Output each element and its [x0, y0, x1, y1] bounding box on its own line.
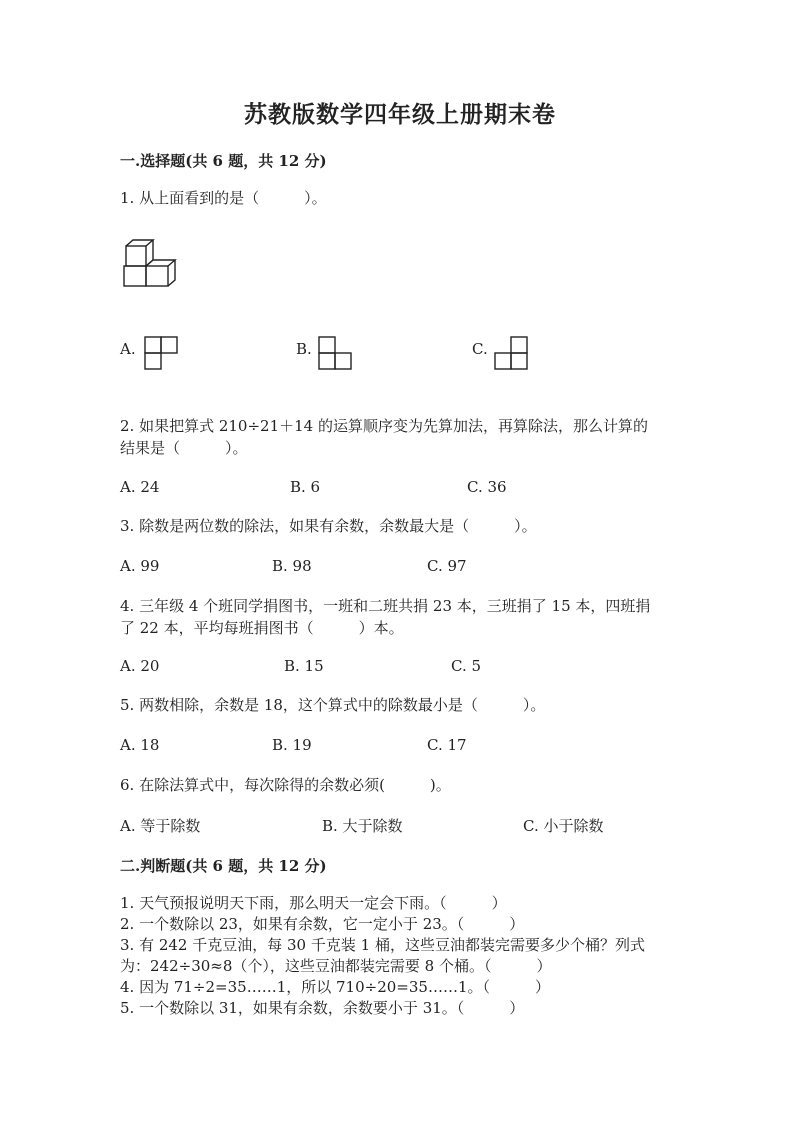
q3-option-c: C. 97	[427, 557, 467, 575]
q5-option-c: C. 17	[427, 736, 467, 754]
top-view-option-b-figure	[318, 336, 352, 370]
q1-option-c-label: C.	[472, 340, 488, 358]
question-1: 1. 从上面看到的是（ ）。	[120, 189, 327, 207]
q6-option-b: B. 大于除数	[322, 817, 403, 835]
q3-option-b: B. 98	[272, 557, 312, 575]
q1-option-a-label: A.	[120, 340, 136, 358]
true-false-item-4: 4. 因为 71÷2=35……1，所以 710÷20=35……1。（ ）	[120, 978, 550, 996]
question-3: 3. 除数是两位数的除法，如果有余数，余数最大是（ ）。	[120, 517, 537, 535]
q6-option-a: A. 等于除数	[120, 817, 201, 835]
true-false-item-2: 2. 一个数除以 23，如果有余数，它一定小于 23。（ ）	[120, 915, 525, 933]
true-false-item-5: 5. 一个数除以 31，如果有余数，余数要小于 31。（ ）	[120, 999, 525, 1017]
question-2-line-1: 2. 如果把算式 210÷21＋14 的运算顺序变为先算加法，再算除法，那么计算的	[120, 417, 648, 435]
q5-option-b: B. 19	[272, 736, 312, 754]
q1-option-b-label: B.	[296, 340, 312, 358]
question-2-line-2: 结果是（ ）。	[120, 439, 248, 457]
page-title: 苏教版数学四年级上册期末卷	[244, 101, 556, 128]
section-heading-choice: 一.选择题(共 6 题，共 12 分)	[120, 152, 327, 170]
question-6: 6. 在除法算式中，每次除得的余数必须( )。	[120, 776, 451, 794]
q5-option-a: A. 18	[120, 736, 160, 754]
q4-option-b: B. 15	[284, 657, 324, 675]
q4-option-c: C. 5	[451, 657, 482, 675]
question-4-line-1: 4. 三年级 4 个班同学捐图书，一班和二班共捐 23 本，三班捐了 15 本，四班捐	[120, 597, 651, 615]
q2-option-c: C. 36	[467, 478, 507, 496]
stacked-cubes-figure	[120, 240, 182, 288]
top-view-option-c-figure	[494, 336, 528, 370]
q2-option-b: B. 6	[290, 478, 321, 496]
top-view-option-a-figure	[144, 336, 178, 370]
q6-option-c: C. 小于除数	[523, 817, 604, 835]
true-false-item-3-line-1: 3. 有 242 千克豆油，每 30 千克装 1 桶，这些豆油都装完需要多少个桶？列式	[120, 936, 645, 954]
question-4-line-2: 了 22 本，平均每班捐图书（ ）本。	[120, 619, 404, 637]
true-false-item-3-line-2: 为：242÷30≈8（个），这些豆油都装完需要 8 个桶。（ ）	[120, 957, 552, 975]
q2-option-a: A. 24	[120, 478, 160, 496]
q3-option-a: A. 99	[120, 557, 160, 575]
section-heading-true-false: 二.判断题(共 6 题，共 12 分)	[120, 857, 327, 875]
true-false-item-1: 1. 天气预报说明天下雨，那么明天一定会下雨。（ ）	[120, 894, 507, 912]
question-5: 5. 两数相除，余数是 18，这个算式中的除数最小是（ ）。	[120, 696, 546, 714]
q4-option-a: A. 20	[120, 657, 160, 675]
